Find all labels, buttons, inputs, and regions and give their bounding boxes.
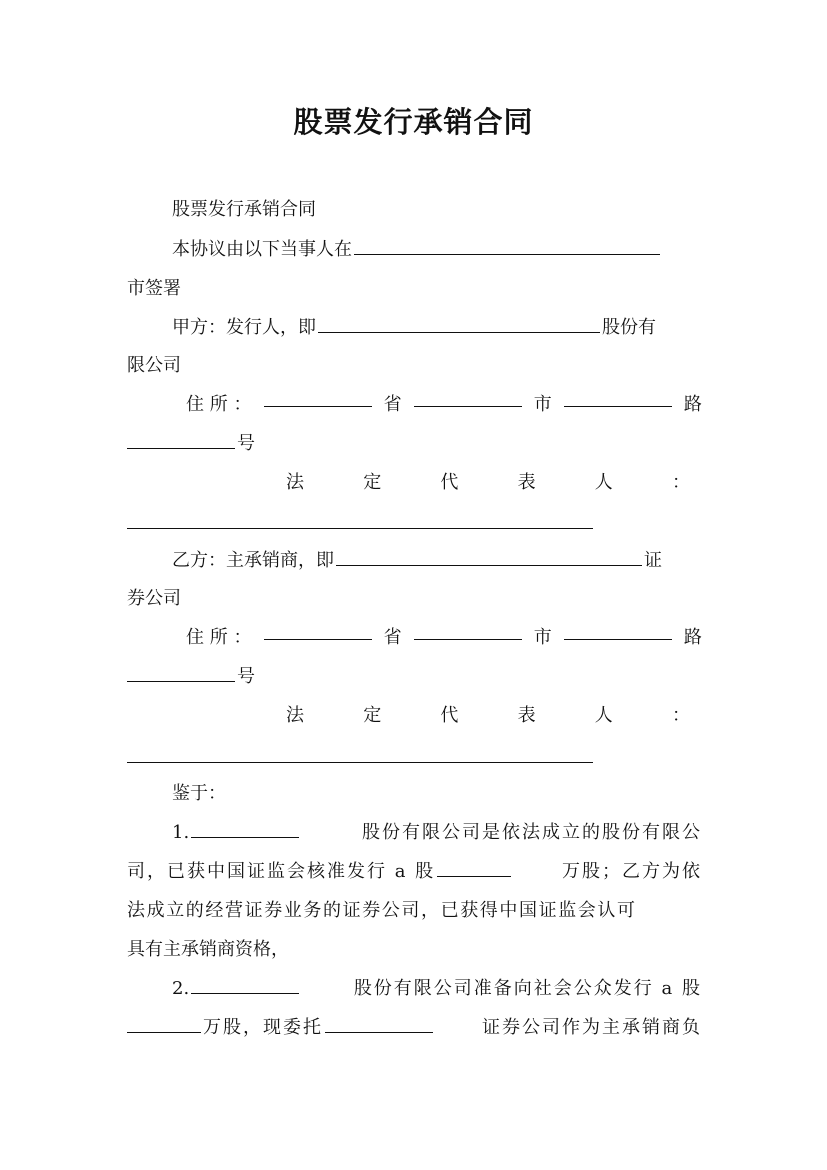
address-blank bbox=[264, 386, 372, 407]
item1-line2: 司，已获中国证监会核准发行 a 股 万股；乙方为依 bbox=[127, 853, 702, 891]
intro-cont: 市签署 bbox=[127, 278, 181, 299]
address-blank bbox=[564, 619, 672, 640]
party-b-legal-rep: 法 定 代 表 人 ： bbox=[286, 705, 690, 726]
company-blank bbox=[325, 1012, 433, 1033]
underwriter-name-blank bbox=[336, 545, 642, 566]
party-a-address-line: 住 所 ： 省 市 路 bbox=[186, 386, 702, 424]
intro-line: 本协议由以下当事人在 bbox=[172, 231, 702, 269]
company-blank bbox=[191, 817, 299, 838]
address-blank bbox=[414, 619, 522, 640]
party-b-cont: 券公司 bbox=[127, 588, 181, 609]
subtitle: 股票发行承销合同 bbox=[172, 199, 316, 220]
share-count-blank bbox=[437, 856, 511, 877]
company-blank bbox=[191, 973, 299, 994]
address-blank bbox=[564, 386, 672, 407]
party-a-address-cont: 号 bbox=[127, 425, 702, 463]
party-b-line: 乙方：主承销商，即 证 bbox=[172, 542, 702, 580]
item1-line4: 具有主承销商资格， bbox=[127, 939, 289, 960]
legal-rep-blank bbox=[127, 762, 593, 763]
party-b-address-line: 住 所 ： 省 市 路 bbox=[186, 619, 702, 657]
address-blank bbox=[127, 661, 235, 682]
whereas-heading: 鉴于： bbox=[172, 783, 226, 804]
address-blank bbox=[264, 619, 372, 640]
place-blank bbox=[354, 234, 660, 255]
item1-line3: 法成立的经营证券业务的证券公司，已获得中国证监会认可 bbox=[127, 900, 637, 921]
issuer-name-blank bbox=[318, 312, 600, 333]
item2-line2: 万股，现委托 证券公司作为主承销商负 bbox=[127, 1009, 702, 1047]
item1-line1: 1. 股份有限公司是依法成立的股份有限公 bbox=[172, 814, 702, 852]
address-blank bbox=[414, 386, 522, 407]
legal-rep-blank bbox=[127, 528, 593, 529]
party-b-address-cont: 号 bbox=[127, 658, 702, 696]
party-a-line: 甲方：发行人，即 股份有 bbox=[172, 309, 702, 347]
address-blank bbox=[127, 428, 235, 449]
item2-line1: 2. 股份有限公司准备向社会公众发行 a 股 bbox=[172, 970, 702, 1008]
party-a-legal-rep: 法 定 代 表 人 ： bbox=[286, 472, 690, 493]
share-count-blank bbox=[127, 1012, 201, 1033]
party-a-cont: 限公司 bbox=[127, 355, 181, 376]
document-title: 股票发行承销合同 bbox=[293, 105, 534, 139]
